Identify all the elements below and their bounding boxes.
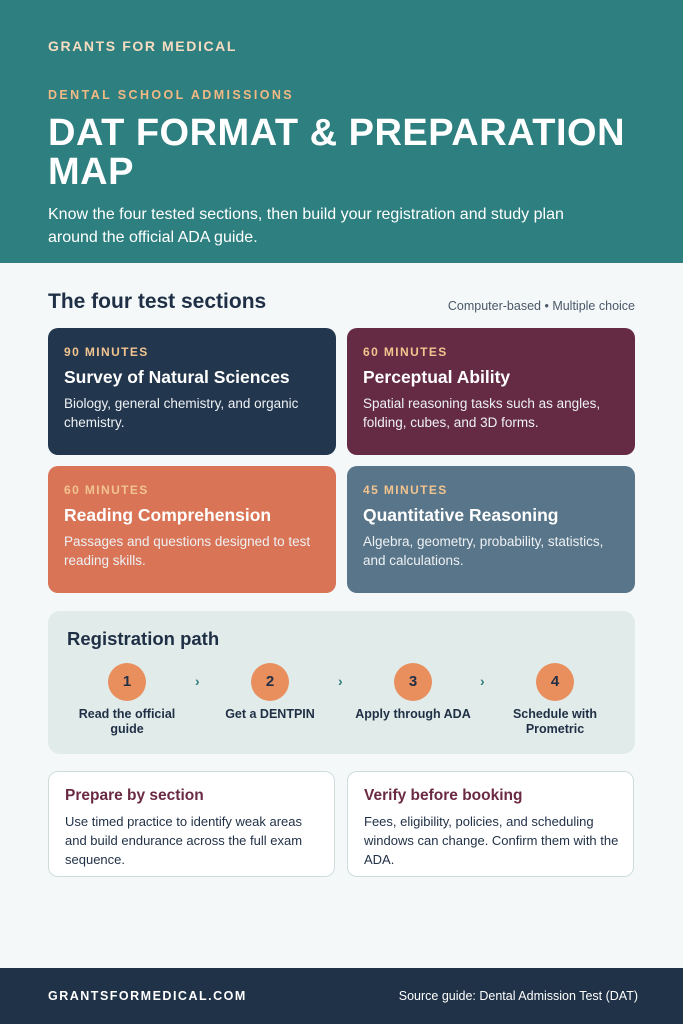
section-description: Passages and questions designed to test reading skills.	[64, 534, 311, 568]
tip-card-verify	[347, 771, 634, 877]
tip-body: Fees, eligibility, policies, and scheduling windows can change. Confirm them with the ADA.	[364, 814, 619, 867]
step-number: 1	[108, 663, 146, 701]
step-number: 4	[536, 663, 574, 701]
page-title: DAT FORMAT & PREPARATION MAP	[48, 112, 626, 193]
chevron-right-icon: ›	[195, 673, 200, 689]
section-name: Quantitative Reasoning	[363, 505, 559, 525]
section-name: Perceptual Ability	[363, 367, 511, 387]
registration-step-2	[205, 663, 335, 722]
sections-meta: Computer-based • Multiple choice	[447, 299, 635, 313]
registration-step-1	[62, 663, 192, 737]
tip-title: Verify before booking	[364, 787, 523, 804]
section-duration: 60 MINUTES	[64, 483, 149, 497]
section-duration: 45 MINUTES	[363, 483, 448, 497]
registration-step-3	[348, 663, 478, 722]
header-banner	[0, 0, 683, 263]
section-description: Algebra, geometry, probability, statistics, and calculations.	[363, 534, 604, 568]
registration-panel	[48, 611, 635, 754]
section-duration: 60 MINUTES	[363, 345, 448, 359]
intro-text: Know the four tested sections, then build your registration and study plan around the official ADA guide.	[48, 206, 564, 246]
section-card-reading-comprehension	[48, 466, 336, 593]
step-label: Read the official guide	[78, 707, 176, 736]
section-duration: 90 MINUTES	[64, 345, 149, 359]
tip-card-prepare	[48, 771, 335, 877]
section-name: Reading Comprehension	[64, 505, 272, 525]
step-label: Get a DENTPIN	[225, 707, 315, 721]
registration-title: Registration path	[67, 628, 220, 649]
section-description: Spatial reasoning tasks such as angles, folding, cubes, and 3D forms.	[363, 396, 601, 430]
step-number: 3	[394, 663, 432, 701]
section-card-quantitative-reasoning	[347, 466, 635, 593]
step-number: 2	[251, 663, 289, 701]
section-name: Survey of Natural Sciences	[64, 367, 290, 387]
brand-name: GRANTS FOR MEDICAL	[48, 38, 238, 54]
eyebrow-label: DENTAL SCHOOL ADMISSIONS	[48, 88, 295, 102]
section-card-perceptual-ability	[347, 328, 635, 455]
section-description: Biology, general chemistry, and organic chemistry.	[64, 396, 299, 430]
chevron-right-icon: ›	[338, 673, 343, 689]
footer	[0, 968, 683, 1024]
registration-step-4	[490, 663, 620, 737]
tip-body: Use timed practice to identify weak areas and build endurance across the full exam sequence.	[65, 814, 303, 867]
footer-source: Source guide: Dental Admission Test (DAT)	[398, 989, 638, 1003]
footer-site-link[interactable]: GRANTSFORMEDICAL.COM	[48, 989, 247, 1003]
step-label: Apply through ADA	[355, 707, 471, 721]
sections-heading: The four test sections	[48, 290, 267, 313]
step-label: Schedule with Prometric	[512, 707, 598, 736]
chevron-right-icon: ›	[480, 673, 485, 689]
tip-title: Prepare by section	[65, 787, 204, 804]
section-card-natural-sciences	[48, 328, 336, 455]
